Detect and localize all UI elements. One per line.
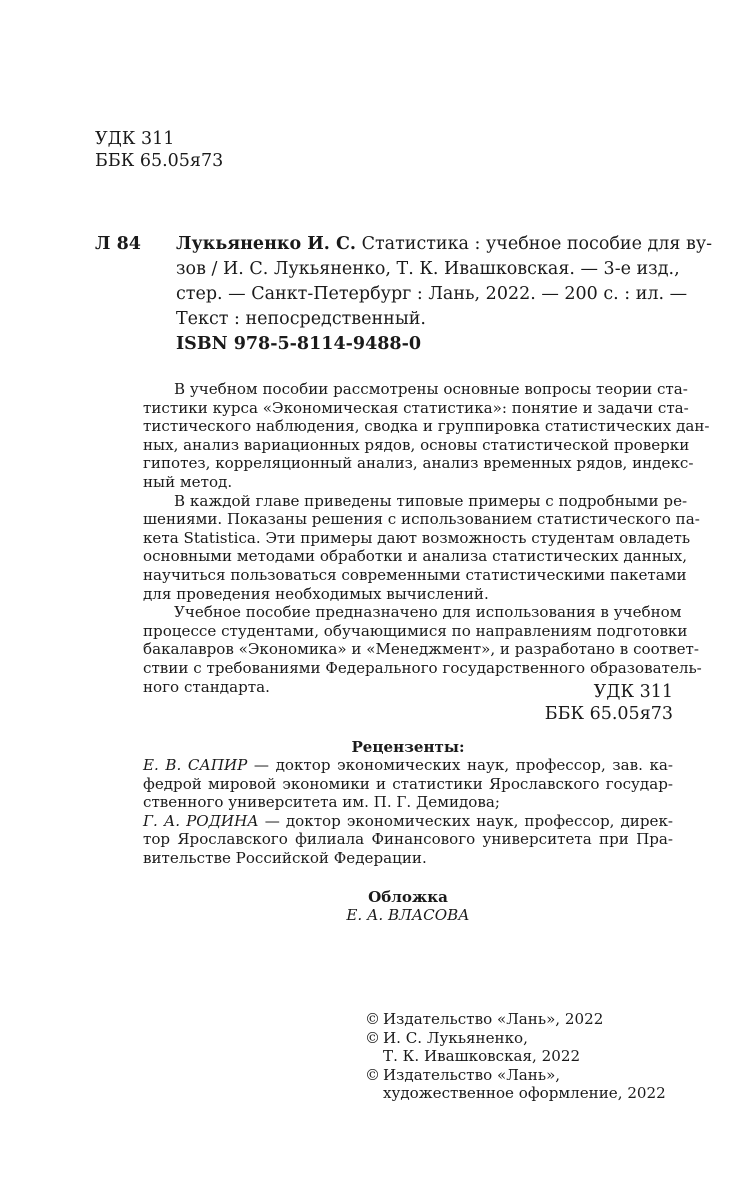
biblio-line xyxy=(176,232,713,257)
author-mark: Л 84 xyxy=(95,234,141,254)
bibliographic-record xyxy=(176,232,713,332)
abstract-line: ный метод. xyxy=(143,472,233,491)
bbk-code-top: ББК 65.05я73 xyxy=(95,151,224,171)
copyright-entry: © И. С. Лукьяненко, xyxy=(365,1028,528,1047)
abstract-line: ствии с требованиями Федерального государственного образователь- xyxy=(143,658,702,677)
reviewer-line: Е. В. САПИР — доктор экономических наук, профессор, зав. ка- xyxy=(143,756,673,774)
author-name: Лукьяненко И. С. xyxy=(176,234,357,254)
copyright-entry: © Издательство «Лань», 2022 xyxy=(365,1010,604,1028)
abstract-line: ных, анализ вариационных рядов, основы статистической проверки xyxy=(143,435,690,454)
biblio-line: Текст : непосредственный. xyxy=(176,309,426,329)
copyright-icon: © xyxy=(365,1065,381,1084)
cover-heading: Обложка xyxy=(368,888,448,906)
abstract-line: тистики курса «Экономическая статистика»: понятие и задачи ста- xyxy=(143,398,689,417)
bbk-code-bottom: ББК 65.05я73 xyxy=(544,704,673,724)
copyright-icon: © xyxy=(365,1028,381,1047)
abstract-line: ного стандарта. xyxy=(143,677,270,696)
copyright-continuation: Т. К. Ивашковская, 2022 xyxy=(383,1047,581,1066)
cover-designer: Е. А. ВЛАСОВА xyxy=(346,906,470,924)
reviewers-list xyxy=(143,756,673,868)
classification-block-bottom xyxy=(470,681,673,725)
reviewer-line: тор Ярославского филиала Финансового университета при Пра- xyxy=(143,830,673,849)
abstract-line: тистического наблюдения, сводка и группировка статистических дан- xyxy=(143,417,710,436)
abstract-line: для проведения необходимых вычислений. xyxy=(143,584,489,603)
reviewer-name-1: Е. В. САПИР xyxy=(143,756,248,774)
abstract-line: В учебном пособии рассмотрены основные вопросы теории ста- xyxy=(174,380,688,398)
isbn: ISBN 978-5-8114-9488-0 xyxy=(176,334,422,354)
udk-code-bottom: УДК 311 xyxy=(593,682,673,702)
abstract xyxy=(143,380,710,696)
abstract-line: бакалавров «Экономика» и «Менеджмент», и разработано в соответ- xyxy=(143,640,699,659)
classification-block-top xyxy=(95,128,223,172)
abstract-line: гипотез, корреляционный анализ, анализ временных рядов, индекс- xyxy=(143,454,694,473)
reviewer-name-2: Г. А. РОДИНА xyxy=(143,811,259,830)
biblio-line: стер. — Санкт-Петербург : Лань, 2022. — 200 с. : ил. — xyxy=(176,284,688,304)
title-text: Статистика : учебное пособие для ву- xyxy=(356,234,713,254)
reviewer-line: федрой мировой экономики и статистики Ярославского государ- xyxy=(143,774,673,793)
copyright-continuation: художественное оформление, 2022 xyxy=(383,1084,666,1103)
copyright-block xyxy=(365,1010,685,1103)
reviewer-line: вительстве Российской Федерации. xyxy=(143,848,427,867)
abstract-line: процессе студентами, обучающимися по направлениям подготовки xyxy=(143,621,688,640)
copyright-entry: © Издательство «Лань», xyxy=(365,1065,561,1084)
abstract-line: В каждой главе приведены типовые примеры с подробными ре- xyxy=(174,491,688,510)
abstract-line: Учебное пособие предназначено для использования в учебном xyxy=(174,603,682,622)
abstract-line: научиться пользоваться современными статистическими пакетами xyxy=(143,565,687,584)
abstract-line: кета Statistica. Эти примеры дают возможность студентам овладеть xyxy=(143,528,691,547)
abstract-line: основными методами обработки и анализа статистических данных, xyxy=(143,547,688,566)
copyright-icon: © xyxy=(365,1010,381,1028)
abstract-line: шениями. Показаны решения с использованием статистического па- xyxy=(143,510,700,529)
biblio-line: зов / И. С. Лукьяненко, Т. К. Ивашковская. — 3-е изд., xyxy=(176,259,680,279)
reviewer-line: ственного университета им. П. Г. Демидова; xyxy=(143,793,500,812)
reviewer-line: Г. А. РОДИНА — доктор экономических наук, профессор, дирек- xyxy=(143,811,673,830)
reviewers-heading: Рецензенты: xyxy=(351,738,465,756)
udk-code-top: УДК 311 xyxy=(95,129,175,149)
